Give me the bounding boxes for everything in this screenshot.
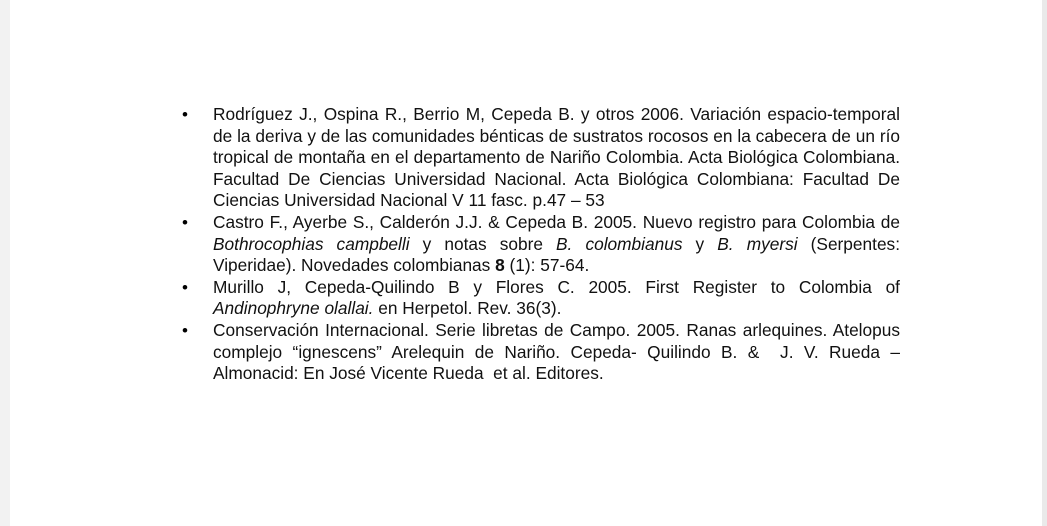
reference-body-part: Castro F., Ayerbe S., Calderón J.J. & Cepeda B. 2005. Nuevo registro para Colombia de — [213, 211, 905, 232]
species-name: B. colombianus — [556, 233, 683, 254]
species-name: B. myersi — [717, 233, 798, 254]
reference-list — [10, 104, 1042, 385]
species-name: Bothrocophias campbelli — [213, 233, 410, 254]
species-name: Andinophryne olallai. — [213, 298, 374, 319]
reference-body-part: (Serpentes: Viperidae). Novedades colombianas — [213, 233, 905, 276]
bullet-icon: • — [182, 105, 188, 124]
reference-body-part: en Herpetol. Rev. 36(3). — [373, 298, 562, 319]
reference-body: Conservación Internacional. Serie libretas de Campo. 2005. Ranas arlequines. Atelopus complejo “ignescens” Arelequin de Nariño. Cepeda- Quilindo B. & J. V. Rueda – Almonacid: En José Vicente Rueda et al. Editores. — [213, 319, 905, 384]
reference-item-conservacion — [10, 320, 1042, 385]
reference-body-part: y notas sobre — [409, 233, 557, 254]
reference-item-castro — [10, 212, 1042, 277]
page-gutter — [1042, 0, 1047, 526]
reference-text — [213, 276, 910, 320]
reference-item-murillo — [10, 277, 1042, 320]
bullet-icon: • — [182, 277, 188, 297]
reference-text — [213, 104, 905, 212]
reference-body-part: y — [682, 233, 718, 254]
bullet-icon: • — [182, 320, 188, 340]
reference-body-part: Murillo J, Cepeda-Quilindo B y Flores C. 2005. First Register to Colombia of — [213, 276, 910, 297]
reference-text — [213, 211, 905, 277]
reference-item-rodriguez — [10, 104, 1042, 212]
reference-body-part: (1): 57-64. — [504, 255, 590, 276]
document-page — [10, 0, 1042, 526]
volume-number: 8 — [495, 255, 505, 276]
reference-body: Rodríguez J., Ospina R., Berrio M, Cepeda B. y otros 2006. Variación espacio-temporal de la deriva y de las comunidades bénticas de sustratos rocosos en la cabecera de un río tropical de montaña en el departamento de Nariño Colombia. Acta Biológica Colombiana. Facultad De Ciencias Universidad Nacional. Acta Biológica Colombiana: Facultad De Ciencias Universidad Nacional V 11 fasc. p.47 – 53 — [213, 104, 905, 211]
bullet-icon: • — [182, 212, 188, 232]
reference-text — [213, 319, 905, 385]
